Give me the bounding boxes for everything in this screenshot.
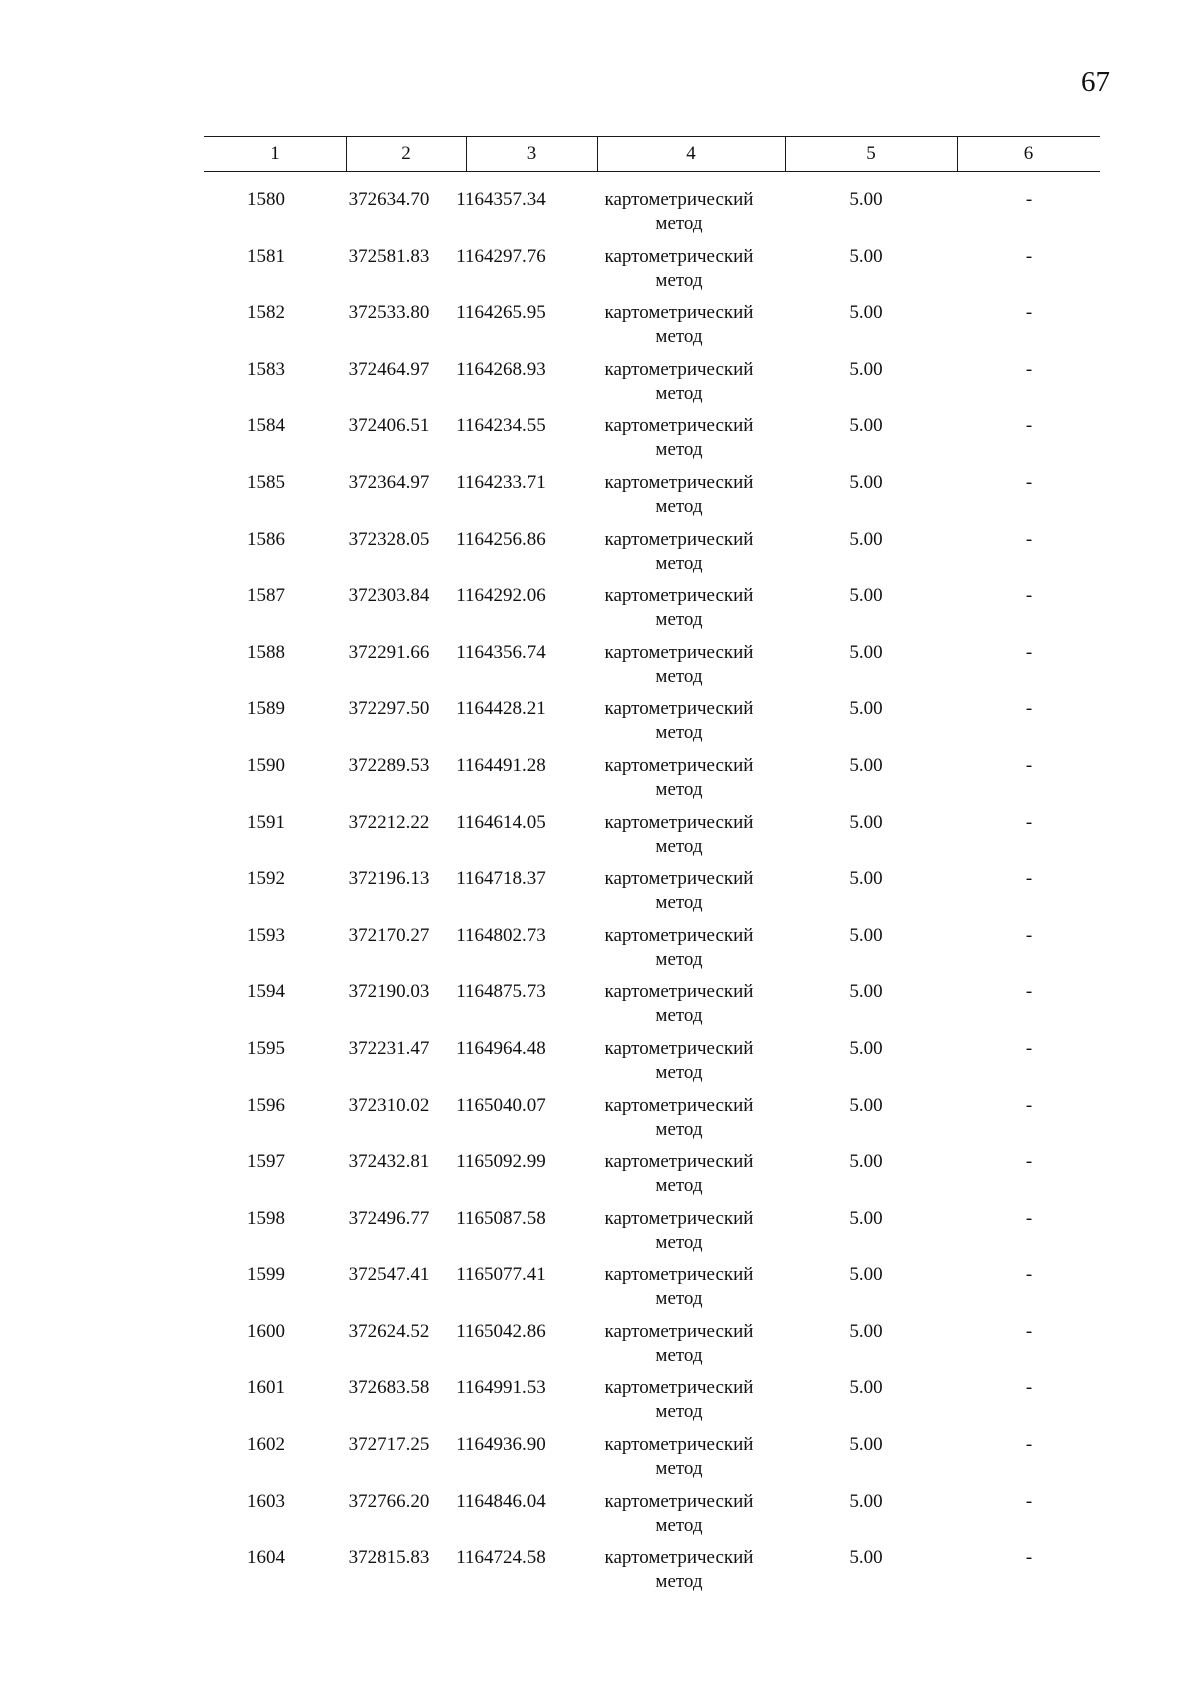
- accuracy: 5.00: [849, 585, 883, 607]
- coordinate-y: 1164875.73: [456, 981, 546, 1003]
- coordinate-x: 372634.70: [348, 189, 430, 210]
- method-line1: картометрический: [604, 868, 754, 890]
- method-line2: метод: [655, 948, 703, 970]
- header-cell-1: 1: [270, 143, 280, 164]
- method-line1: картометрический: [604, 528, 754, 550]
- method: [594, 924, 764, 972]
- method-line2: метод: [655, 1514, 703, 1536]
- method-line2: метод: [655, 1005, 703, 1027]
- note: -: [1025, 1207, 1033, 1229]
- coordinate-y: 1164991.53: [456, 1377, 546, 1399]
- method-line1: картометрический: [604, 924, 754, 946]
- coordinate-x: 372196.13: [348, 868, 430, 890]
- method-line2: метод: [655, 1061, 703, 1083]
- table-row: [204, 1546, 1100, 1603]
- point-number: 1585: [247, 471, 285, 493]
- coordinate-y: 1164268.93: [456, 358, 546, 380]
- method: [594, 641, 764, 689]
- method-line1: картометрический: [604, 358, 754, 380]
- note: -: [1025, 302, 1033, 324]
- method-line2: метод: [655, 552, 703, 574]
- accuracy: 5.00: [849, 754, 883, 776]
- table-row: [204, 301, 1100, 358]
- header-cell-5: 5: [866, 143, 876, 164]
- coordinate-y: 1165040.07: [456, 1094, 546, 1116]
- method-line1: картометрический: [604, 1547, 754, 1569]
- method-line1: картометрический: [604, 1037, 754, 1059]
- coordinate-x: 372231.47: [348, 1037, 430, 1059]
- method: [594, 528, 764, 576]
- accuracy: 5.00: [849, 415, 883, 437]
- note: -: [1025, 1377, 1033, 1399]
- method-line1: картометрический: [604, 1434, 754, 1456]
- accuracy: 5.00: [849, 1151, 883, 1173]
- coordinate-y: 1164256.86: [456, 528, 546, 550]
- table-row: [204, 1376, 1100, 1433]
- method-line2: метод: [655, 1231, 703, 1253]
- point-number: 1591: [247, 811, 285, 833]
- method-line2: метод: [655, 1288, 703, 1310]
- note: -: [1025, 698, 1033, 720]
- note: -: [1025, 1264, 1033, 1286]
- table-row: [204, 641, 1100, 698]
- method-line2: метод: [655, 495, 703, 517]
- method: [594, 245, 764, 293]
- method-line1: картометрический: [604, 811, 754, 833]
- method-line1: картометрический: [604, 1094, 754, 1116]
- method: [594, 1037, 764, 1085]
- accuracy: 5.00: [849, 1320, 883, 1342]
- coordinate-x: 372464.97: [348, 358, 430, 380]
- method: [594, 471, 764, 519]
- table-row: [204, 1037, 1100, 1094]
- coordinate-x: 372212.22: [348, 811, 430, 833]
- method-line1: картометрический: [604, 585, 754, 607]
- note: -: [1025, 1320, 1033, 1342]
- note: -: [1025, 358, 1033, 380]
- accuracy: 5.00: [849, 924, 883, 946]
- point-number: 1596: [247, 1094, 285, 1116]
- point-number: 1580: [247, 189, 285, 210]
- coordinate-y: 1164233.71: [456, 471, 546, 493]
- coordinate-x: 372328.05: [348, 528, 430, 550]
- accuracy: 5.00: [849, 1037, 883, 1059]
- table-row: [204, 414, 1100, 471]
- method-line1: картометрический: [604, 1490, 754, 1512]
- method-line1: картометрический: [604, 641, 754, 663]
- table-row: [204, 1320, 1100, 1377]
- method-line1: картометрический: [604, 302, 754, 324]
- table-row: [204, 1207, 1100, 1264]
- coordinate-y: 1164491.28: [456, 754, 546, 776]
- coordinate-y: 1164356.74: [456, 641, 546, 663]
- method-line1: картометрический: [604, 1207, 754, 1229]
- table-row: [204, 1094, 1100, 1151]
- accuracy: 5.00: [849, 471, 883, 493]
- table-row: [204, 811, 1100, 868]
- note: -: [1025, 245, 1033, 267]
- method-line1: картометрический: [604, 1264, 754, 1286]
- method: [594, 980, 764, 1028]
- table-row: [204, 1150, 1100, 1207]
- method-line1: картометрический: [604, 471, 754, 493]
- coordinate-x: 372624.52: [348, 1320, 430, 1342]
- header-cell-2: 2: [401, 143, 411, 164]
- table-row: [204, 188, 1100, 245]
- method-line2: метод: [655, 1458, 703, 1480]
- table-row: [204, 245, 1100, 302]
- method-line2: метод: [655, 609, 703, 631]
- table-row: [204, 924, 1100, 981]
- coordinate-y: 1164357.34: [456, 189, 546, 210]
- point-number: 1586: [247, 528, 285, 550]
- coordinate-y: 1164718.37: [456, 868, 546, 890]
- note: -: [1025, 415, 1033, 437]
- table-row: [204, 697, 1100, 754]
- accuracy: 5.00: [849, 1377, 883, 1399]
- coordinate-x: 372190.03: [348, 981, 430, 1003]
- accuracy: 5.00: [849, 1094, 883, 1116]
- point-number: 1602: [247, 1434, 285, 1456]
- coordinate-x: 372170.27: [348, 924, 430, 946]
- coordinates-table: [204, 136, 1100, 1603]
- point-number: 1584: [247, 415, 285, 437]
- table-row: [204, 1263, 1100, 1320]
- coordinate-y: 1165077.41: [456, 1264, 546, 1286]
- method-line2: метод: [655, 439, 703, 461]
- method: [594, 1376, 764, 1424]
- point-number: 1597: [247, 1151, 285, 1173]
- table-row: [204, 867, 1100, 924]
- method-line1: картометрический: [604, 189, 754, 210]
- coordinate-y: 1164964.48: [456, 1037, 546, 1059]
- coordinate-y: 1164234.55: [456, 415, 546, 437]
- note: -: [1025, 868, 1033, 890]
- coordinate-y: 1164936.90: [456, 1434, 546, 1456]
- accuracy: 5.00: [849, 1207, 883, 1229]
- method-line1: картометрический: [604, 245, 754, 267]
- header-cell-6: 6: [1023, 143, 1034, 164]
- coordinate-y: 1165092.99: [456, 1151, 546, 1173]
- page-number: 67: [1081, 66, 1110, 98]
- method-line2: метод: [655, 213, 703, 234]
- note: -: [1025, 1490, 1033, 1512]
- note: -: [1025, 1094, 1033, 1116]
- coordinate-x: 372766.20: [348, 1490, 430, 1512]
- point-number: 1588: [247, 641, 285, 663]
- method-line1: картометрический: [604, 415, 754, 437]
- accuracy: 5.00: [849, 528, 883, 550]
- coordinate-x: 372581.83: [348, 245, 430, 267]
- method: [594, 1207, 764, 1255]
- coordinate-x: 372547.41: [348, 1264, 430, 1286]
- accuracy: 5.00: [849, 1264, 883, 1286]
- note: -: [1025, 1547, 1033, 1569]
- point-number: 1593: [247, 924, 285, 946]
- coordinate-y: 1164724.58: [456, 1547, 546, 1569]
- method: [594, 1433, 764, 1481]
- method-line2: метод: [655, 722, 703, 744]
- accuracy: 5.00: [849, 189, 883, 210]
- note: -: [1025, 754, 1033, 776]
- coordinate-x: 372310.02: [348, 1094, 430, 1116]
- point-number: 1594: [247, 981, 285, 1003]
- note: -: [1025, 528, 1033, 550]
- note: -: [1025, 1037, 1033, 1059]
- accuracy: 5.00: [849, 641, 883, 663]
- note: -: [1025, 585, 1033, 607]
- method-line2: метод: [655, 1118, 703, 1140]
- method: [594, 1094, 764, 1142]
- coordinate-x: 372297.50: [348, 698, 430, 720]
- accuracy: 5.00: [849, 1434, 883, 1456]
- method: [594, 301, 764, 349]
- point-number: 1592: [247, 868, 285, 890]
- coordinate-x: 372303.84: [348, 585, 430, 607]
- method: [594, 754, 764, 802]
- table-row: [204, 1433, 1100, 1490]
- method: [594, 584, 764, 632]
- accuracy: 5.00: [849, 358, 883, 380]
- method: [594, 1546, 764, 1594]
- coordinate-y: 1164428.21: [456, 698, 546, 720]
- coordinate-x: 372815.83: [348, 1547, 430, 1569]
- method-line2: метод: [655, 892, 703, 914]
- note: -: [1025, 641, 1033, 663]
- table-body: [204, 172, 1100, 1603]
- method: [594, 1263, 764, 1311]
- accuracy: 5.00: [849, 302, 883, 324]
- method-line2: метод: [655, 269, 703, 291]
- method-line1: картометрический: [604, 1320, 754, 1342]
- method: [594, 1320, 764, 1368]
- method: [594, 867, 764, 915]
- coordinate-y: 1165042.86: [456, 1320, 546, 1342]
- point-number: 1589: [247, 698, 285, 720]
- note: -: [1025, 1434, 1033, 1456]
- coordinate-y: 1164846.04: [456, 1490, 546, 1512]
- coordinate-y: 1164802.73: [456, 924, 546, 946]
- coordinate-y: 1164265.95: [456, 302, 546, 324]
- coordinate-y: 1164297.76: [456, 245, 546, 267]
- note: -: [1025, 811, 1033, 833]
- point-number: 1587: [247, 585, 285, 607]
- point-number: 1599: [247, 1264, 285, 1286]
- accuracy: 5.00: [849, 1547, 883, 1569]
- point-number: 1601: [247, 1377, 285, 1399]
- coordinate-y: 1164292.06: [456, 585, 546, 607]
- coordinate-x: 372291.66: [348, 641, 430, 663]
- table-row: [204, 528, 1100, 585]
- header-cell-4: 4: [686, 143, 696, 164]
- note: -: [1025, 981, 1033, 1003]
- coordinate-x: 372683.58: [348, 1377, 430, 1399]
- method: [594, 188, 764, 236]
- method-line2: метод: [655, 1401, 703, 1423]
- method-line1: картометрический: [604, 981, 754, 1003]
- method-line2: метод: [655, 665, 703, 687]
- accuracy: 5.00: [849, 698, 883, 720]
- method-line1: картометрический: [604, 698, 754, 720]
- coordinate-x: 372406.51: [348, 415, 430, 437]
- accuracy: 5.00: [849, 868, 883, 890]
- method: [594, 358, 764, 406]
- table-row: [204, 471, 1100, 528]
- point-number: 1604: [247, 1547, 285, 1569]
- table-row: [204, 1490, 1100, 1547]
- method: [594, 697, 764, 745]
- method-line1: картометрический: [604, 1151, 754, 1173]
- note: -: [1025, 924, 1033, 946]
- coordinate-x: 372364.97: [348, 471, 430, 493]
- coordinate-y: 1164614.05: [456, 811, 546, 833]
- point-number: 1595: [247, 1037, 285, 1059]
- accuracy: 5.00: [849, 1490, 883, 1512]
- point-number: 1582: [247, 302, 285, 324]
- accuracy: 5.00: [849, 811, 883, 833]
- table-row: [204, 980, 1100, 1037]
- point-number: 1583: [247, 358, 285, 380]
- accuracy: 5.00: [849, 245, 883, 267]
- table-row: [204, 584, 1100, 641]
- table-row: [204, 754, 1100, 811]
- table-header-row: [204, 136, 1100, 172]
- method-line2: метод: [655, 835, 703, 857]
- coordinate-y: 1165087.58: [456, 1207, 546, 1229]
- method-line1: картометрический: [604, 754, 754, 776]
- header-cell-3: 3: [526, 143, 537, 164]
- method-line2: метод: [655, 778, 703, 800]
- point-number: 1590: [247, 754, 285, 776]
- coordinate-x: 372432.81: [348, 1151, 430, 1173]
- method: [594, 1150, 764, 1198]
- method-line2: метод: [655, 1344, 703, 1366]
- method-line2: метод: [655, 1175, 703, 1197]
- note: -: [1025, 1151, 1033, 1173]
- note: -: [1025, 189, 1033, 210]
- coordinate-x: 372533.80: [348, 302, 430, 324]
- note: -: [1025, 471, 1033, 493]
- point-number: 1581: [247, 245, 285, 267]
- method-line1: картометрический: [604, 1377, 754, 1399]
- method: [594, 1490, 764, 1538]
- table-row: [204, 358, 1100, 415]
- coordinate-x: 372289.53: [348, 754, 430, 776]
- coordinate-x: 372717.25: [348, 1434, 430, 1456]
- method: [594, 811, 764, 859]
- method: [594, 414, 764, 462]
- point-number: 1598: [247, 1207, 285, 1229]
- method-line2: метод: [655, 326, 703, 348]
- point-number: 1600: [247, 1320, 285, 1342]
- point-number: 1603: [247, 1490, 285, 1512]
- coordinate-x: 372496.77: [348, 1207, 430, 1229]
- accuracy: 5.00: [849, 981, 883, 1003]
- method-line2: метод: [655, 1571, 703, 1593]
- method-line2: метод: [655, 382, 703, 404]
